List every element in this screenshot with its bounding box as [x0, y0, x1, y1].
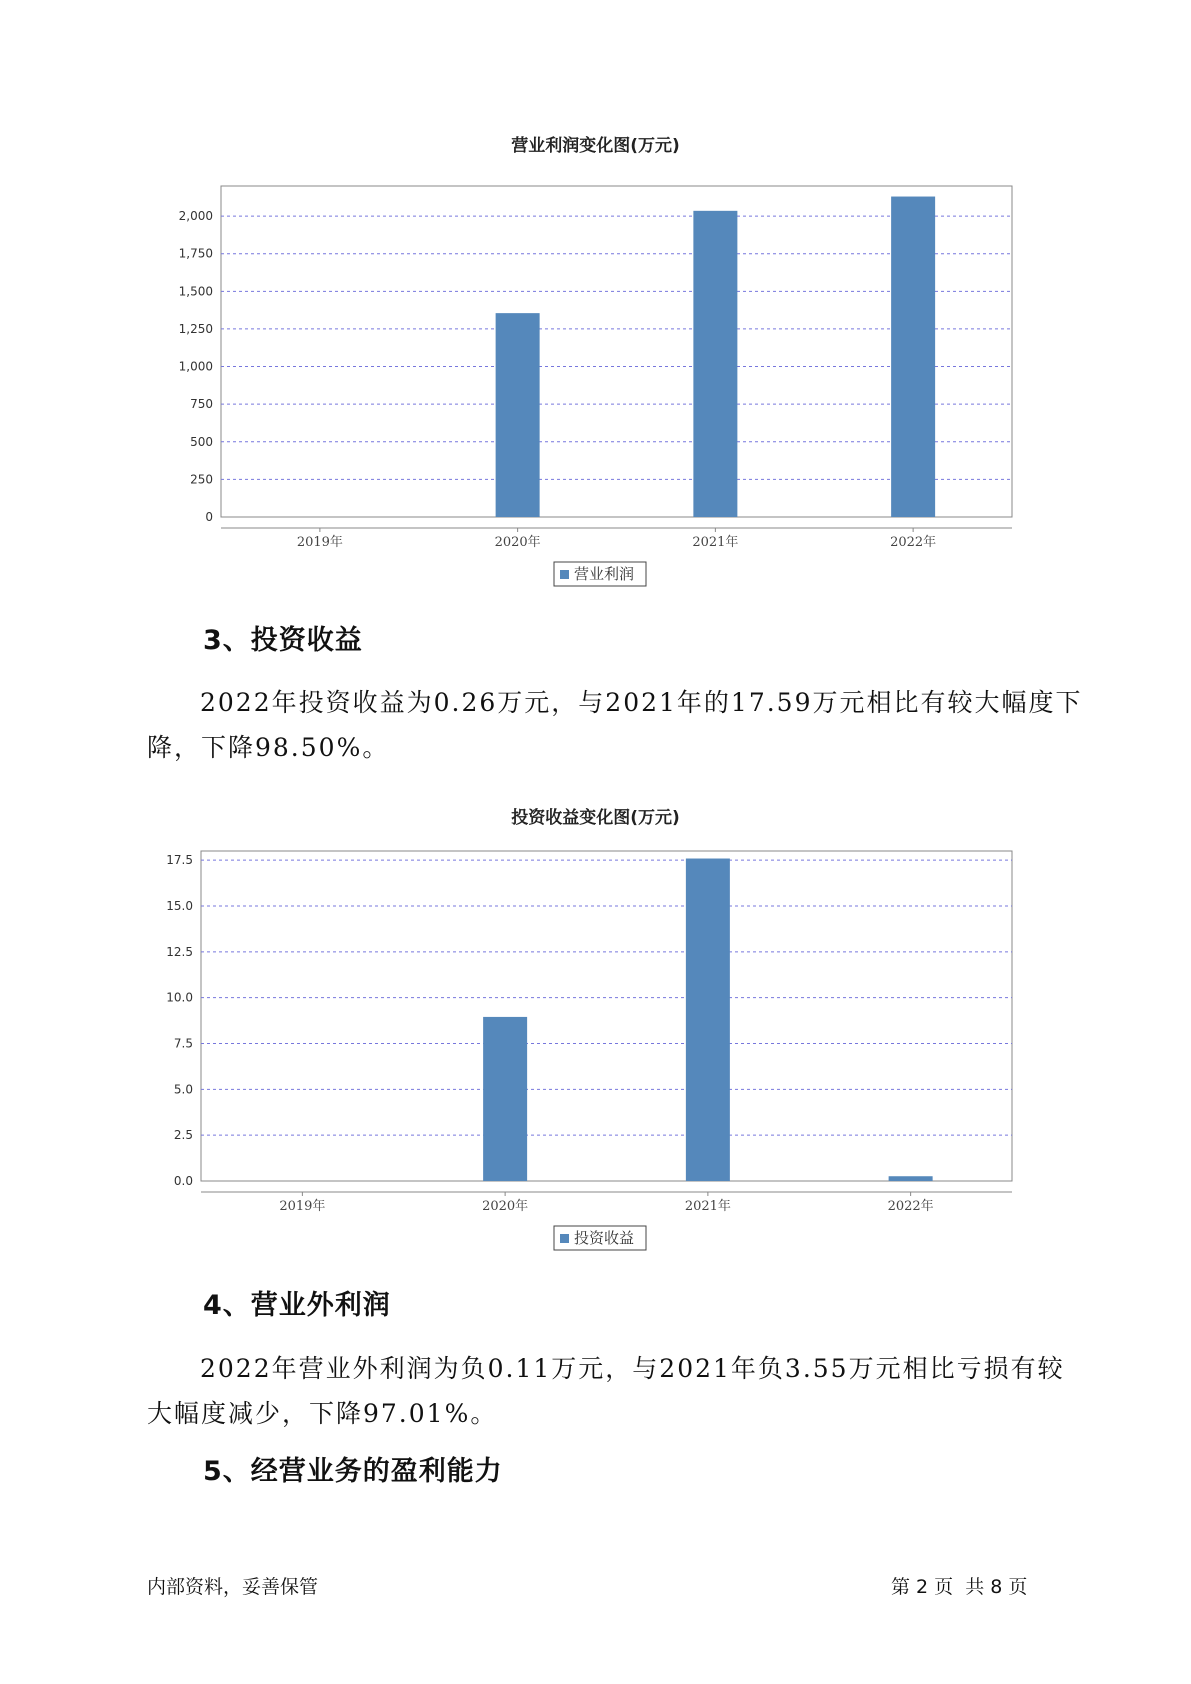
y-tick-label: 0 [205, 510, 213, 524]
y-tick-label: 17.5 [166, 853, 193, 868]
legend-swatch [560, 1234, 569, 1243]
y-tick-label: 750 [190, 397, 213, 412]
bar-2020年 [483, 1017, 527, 1181]
y-tick-label: 2.5 [173, 1128, 193, 1143]
chart2-title: 投资收益变化图(万元) [511, 808, 680, 828]
x-tick-label: 2021年 [692, 535, 739, 550]
section4-line1: 2022年营业外利润为负0.11万元，与2021年负3.55万元相比亏损有较 [200, 1354, 1065, 1383]
legend [554, 1226, 646, 1250]
y-tick-label: 12.5 [166, 944, 193, 959]
y-tick-label: 5.0 [173, 1082, 193, 1097]
footer-page-number: 第 2 页 共 8 页 [891, 1576, 1028, 1598]
legend-label: 营业利润 [574, 565, 635, 583]
y-tick-label: 10.0 [166, 990, 193, 1005]
bar-2022年 [889, 1176, 933, 1181]
y-tick-label: 7.5 [173, 1036, 193, 1051]
section3-line1: 2022年投资收益为0.26万元，与2021年的17.59万元相比有较大幅度下 [200, 688, 1083, 717]
legend-label: 投资收益 [574, 1229, 635, 1247]
bar-2021年 [686, 859, 730, 1181]
y-tick-label: 1,500 [178, 284, 213, 299]
y-tick-label: 0.0 [173, 1174, 193, 1188]
y-tick-label: 1,000 [178, 359, 213, 374]
section3-line2: 降，下降98.50%。 [147, 733, 390, 762]
section4-heading: 4、营业外利润 [203, 1290, 391, 1321]
x-tick-label: 2022年 [887, 1199, 934, 1214]
x-tick-label: 2022年 [890, 535, 937, 550]
y-tick-label: 15.0 [166, 899, 193, 913]
chart1-title: 营业利润变化图(万元) [511, 136, 680, 156]
y-tick-label: 1,250 [178, 321, 213, 336]
x-tick-label: 2020年 [482, 1199, 529, 1214]
y-tick-label: 250 [190, 472, 213, 487]
x-tick-label: 2019年 [296, 535, 343, 550]
footer-confidential: 内部资料，妥善保管 [147, 1576, 319, 1598]
y-tick-label: 1,750 [178, 246, 213, 261]
plot-area [201, 851, 1012, 1181]
x-tick-label: 2019年 [279, 1199, 326, 1214]
section4-line2: 大幅度减少，下降97.01%。 [147, 1399, 498, 1428]
section5-heading: 5、经营业务的盈利能力 [203, 1456, 503, 1487]
y-tick-label: 2,000 [178, 209, 213, 224]
y-tick-label: 500 [190, 434, 213, 449]
section3-heading: 3、投资收益 [203, 625, 363, 656]
x-tick-label: 2020年 [494, 535, 541, 550]
x-tick-label: 2021年 [684, 1199, 731, 1214]
